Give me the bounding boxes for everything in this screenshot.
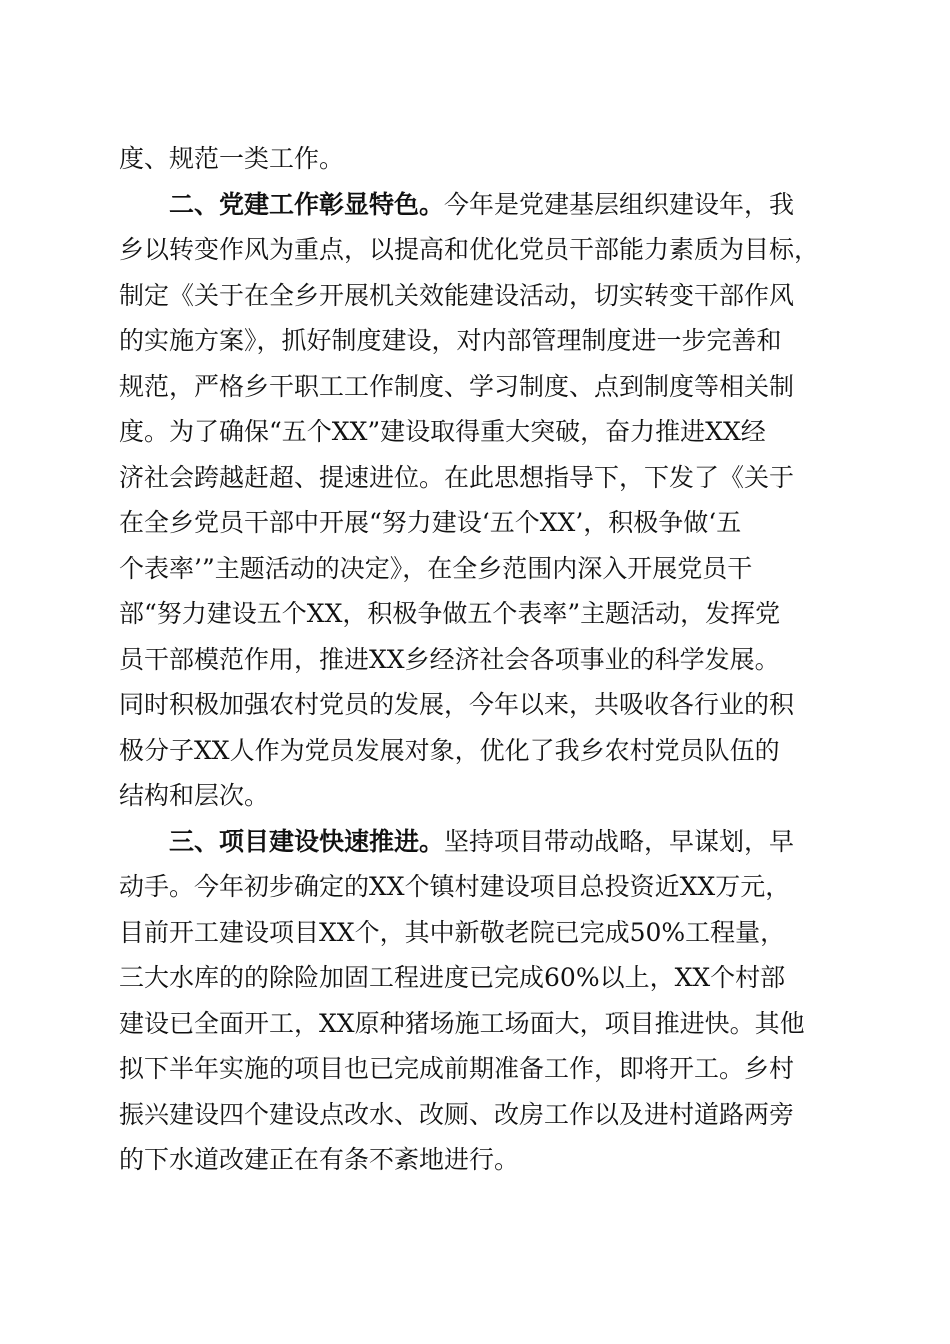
text-line: 度。为了确保“五个XX”建设取得重大突破，奋力推进XX经 <box>119 417 766 446</box>
text-line: 动手。今年初步确定的XX个镇村建设项目总投资近XX万元， <box>119 872 791 901</box>
text-line: 建设已全面开工，XX原种猪场施工场面大，项目推进快。其他 <box>119 1008 805 1038</box>
text-line: 个表率’”主题活动的决定》，在全乡范围内深入开展党员干 <box>119 553 753 583</box>
text-line <box>119 182 831 228</box>
text-line: 目前开工建设项目XX个，其中新敬老院已完成50%工程量， <box>119 917 786 947</box>
text-line: 规范，严格乡干职工工作制度、学习制度、点到制度等相关制 <box>119 371 795 401</box>
paragraph-project-construction <box>119 819 831 1183</box>
section-heading: 二、党建工作彰显特色。 <box>169 189 445 219</box>
paragraph-continuation <box>119 136 831 182</box>
text-line: 三大水库的的除险加固工程进度已完成60%以上，XX个村部 <box>119 963 786 992</box>
text-line: 度、规范一类工作。 <box>119 144 345 173</box>
text-line: 乡以转变作风为重点，以提高和优化党员干部能力素质为目标， <box>119 235 820 264</box>
text-line: 的实施方案》，抓好制度建设，对内部管理制度进一步完善和 <box>119 326 782 355</box>
text-line: 结构和层次。 <box>119 781 270 810</box>
document-body <box>119 136 831 1183</box>
text-line: 拟下半年实施的项目也已完成前期准备工作，即将开工。乡村 <box>119 1054 795 1083</box>
section-heading: 三、项目建设快速推进。 <box>169 826 445 856</box>
text-line: 济社会跨越赶超、提速进位。在此思想指导下，下发了《关于 <box>119 462 795 492</box>
text-line: 员干部模范作用，推进XX乡经济社会各项事业的科学发展。 <box>119 644 780 674</box>
paragraph-party-building <box>119 182 831 819</box>
text-line <box>119 819 831 865</box>
text-line: 的下水道改建正在有条不紊地进行。 <box>119 1145 520 1174</box>
text-line: 振兴建设四个建设点改水、改厕、改房工作以及进村道路两旁 <box>119 1099 795 1129</box>
text-run: 今年是党建基层组织建设年，我 <box>444 189 795 219</box>
text-line: 在全乡党员干部中开展“努力建设‘五个XX’，积极争做‘五 <box>119 508 742 537</box>
text-run: 坚持项目带动战略，早谋划，早 <box>444 826 795 856</box>
text-line: 极分子XX人作为党员发展对象，优化了我乡农村党员队伍的 <box>119 735 780 765</box>
text-line: 部“努力建设五个XX，积极争做五个表率”主题活动，发挥党 <box>119 599 781 628</box>
text-line: 制定《关于在全乡开展机关效能建设活动，切实转变干部作风 <box>119 280 795 310</box>
text-line: 同时积极加强农村党员的发展，今年以来，共吸收各行业的积 <box>119 690 795 719</box>
